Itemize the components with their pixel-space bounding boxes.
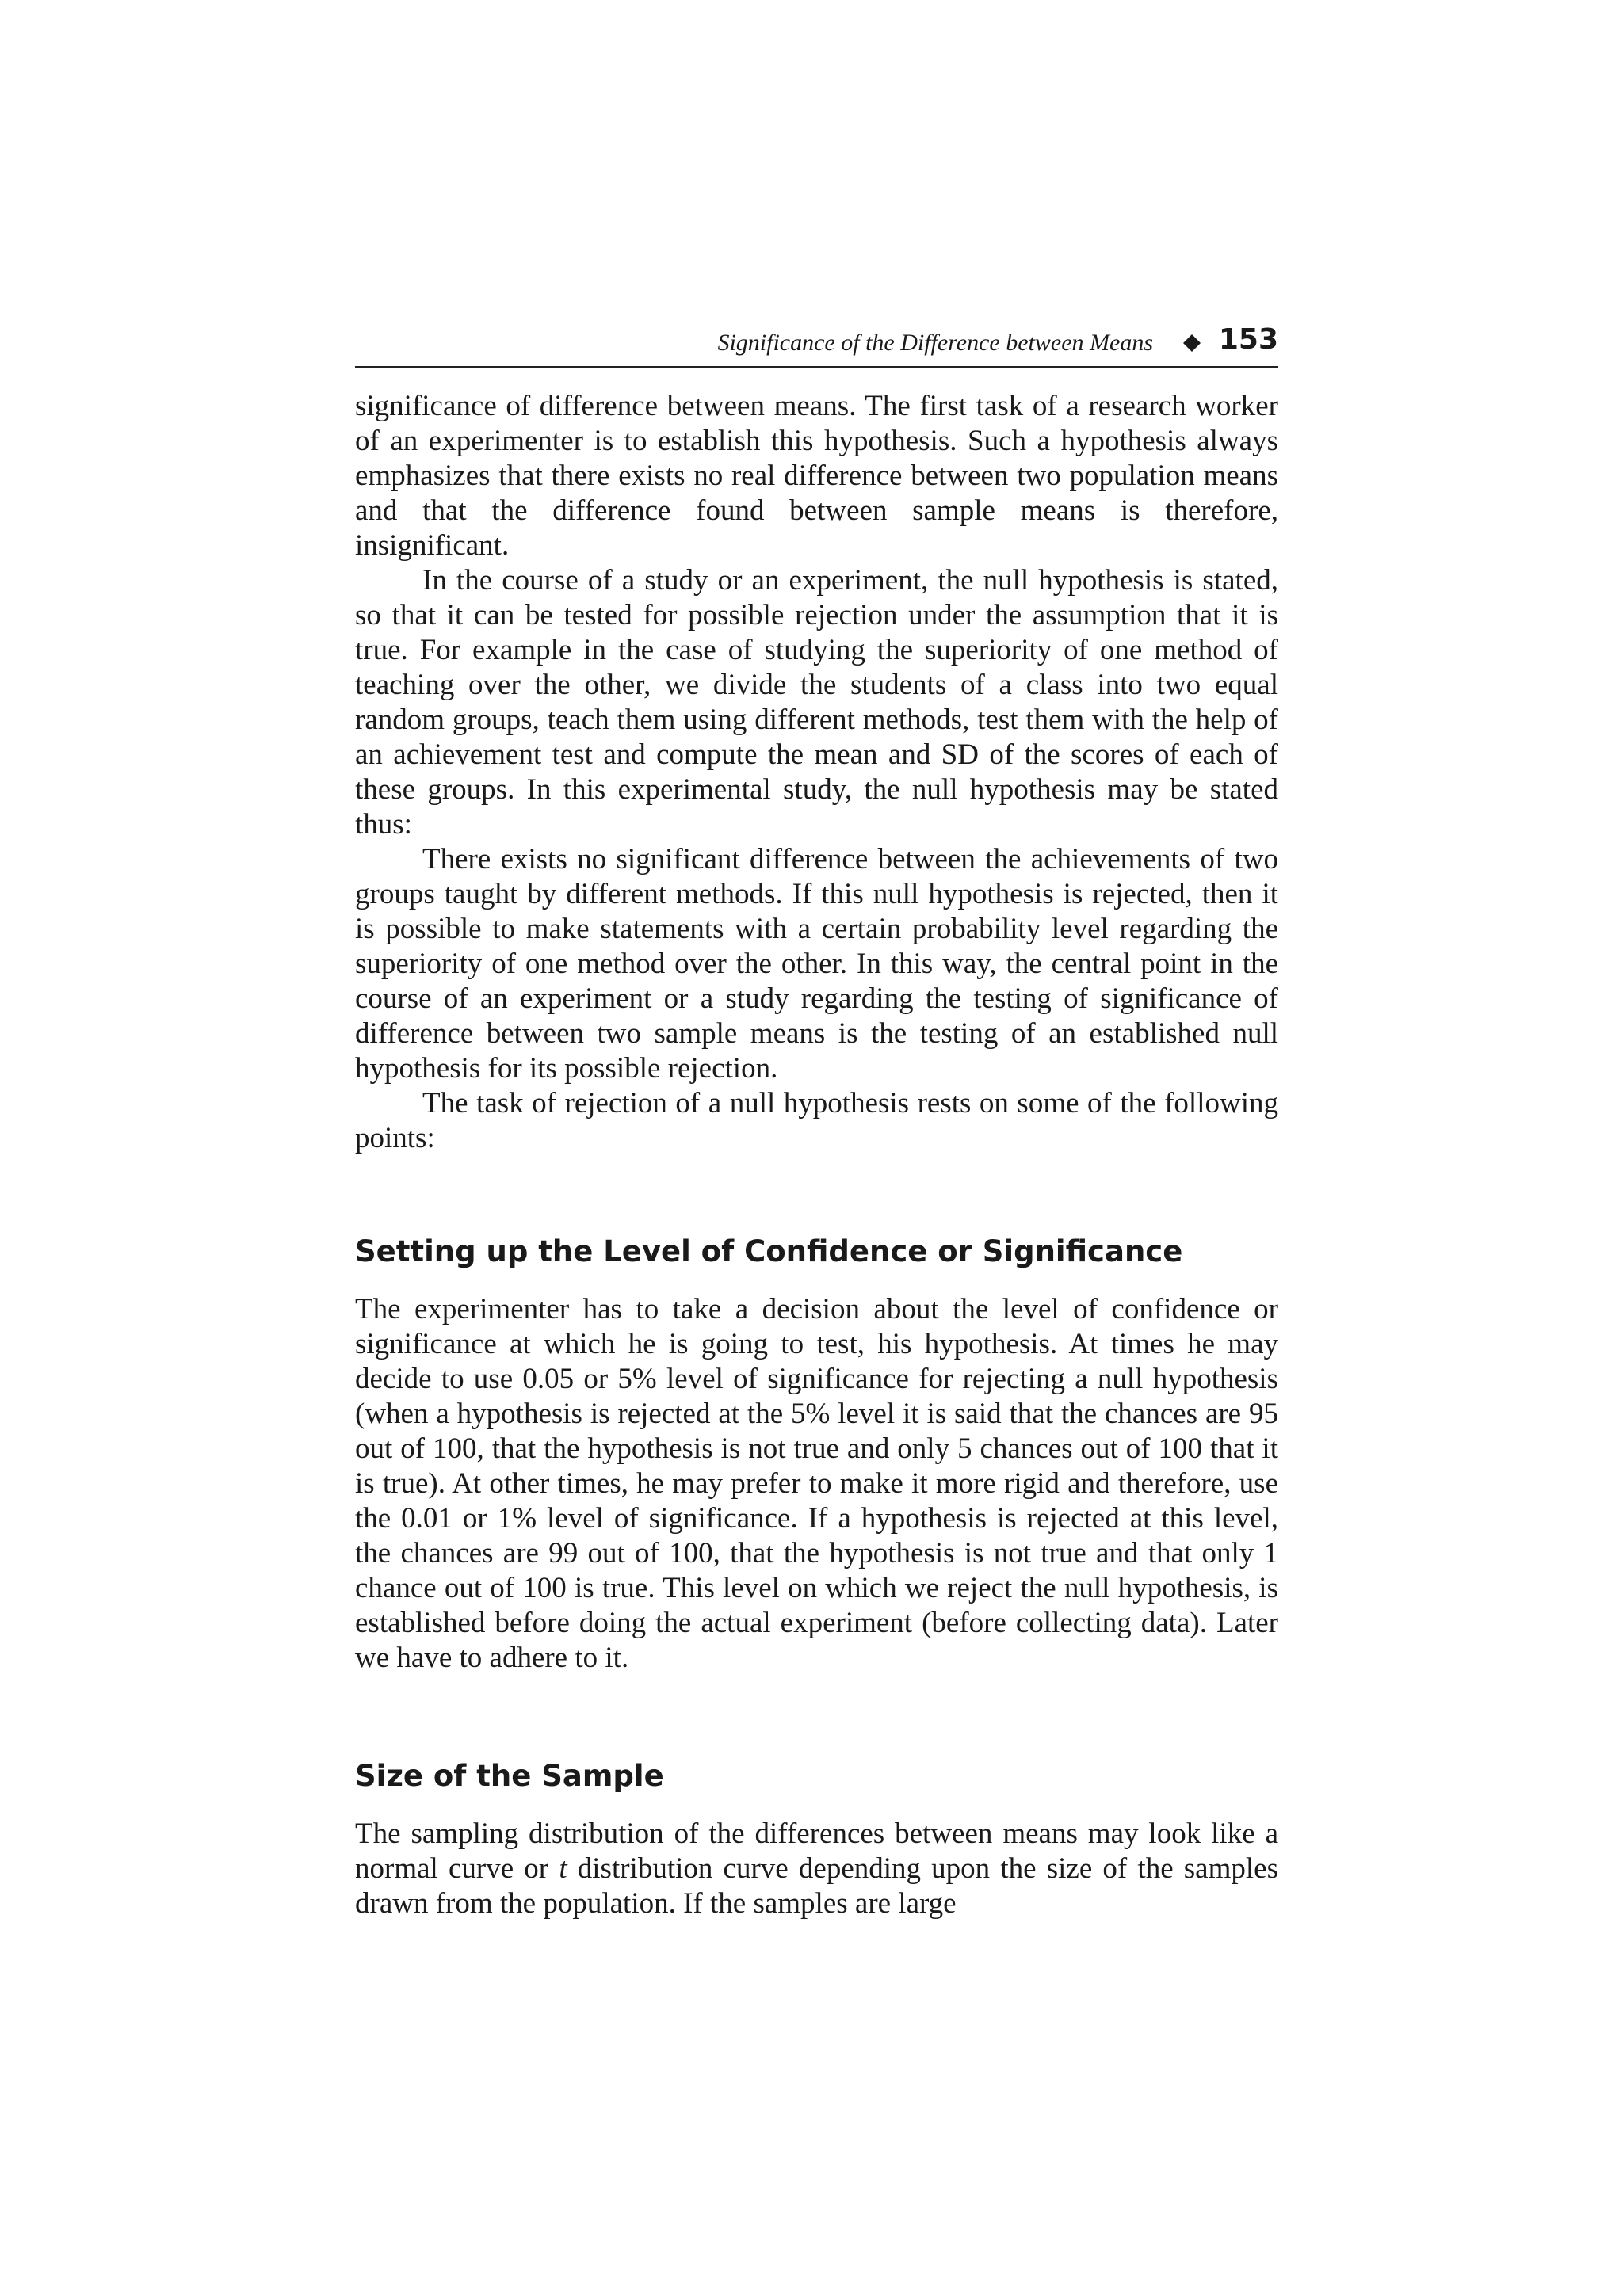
section-intro xyxy=(355,389,1278,1156)
paragraph-text: distribution curve depending upon the size of the samples drawn from the population. If the samples are large xyxy=(355,1852,1278,1920)
running-head xyxy=(355,323,1278,368)
section-heading: Size of the Sample xyxy=(355,1759,664,1793)
paragraph: The experimenter has to take a decision about the level of confidence or significance at which he is going to test, his hypothesis. At times he may decide to use 0.05 or 5% level of significance for rejecting a null hypothesis (when a hypothesis is rejected at the 5% level it is said that the chances are 95 out of 100, that the hypothesis is not true and only 5 chances out of 100 that it is true). At other times, he may prefer to make it more rigid and therefore, use the 0.01 or 1% level of significance. If a hypothesis is rejected at this level, the chances are 99 out of 100, that the hypothesis is not true and that only 1 chance out of 100 is true. This level on which we reject the null hypothesis, is established before doing the actual experiment (before collecting data). Later we have to adhere to it. xyxy=(355,1293,1278,1674)
running-title: Significance of the Difference between Means xyxy=(717,330,1153,356)
diamond-bullet-icon xyxy=(1183,334,1201,352)
section-heading: Setting up the Level of Confidence or Significance xyxy=(355,1234,1183,1268)
t-symbol: t xyxy=(559,1852,567,1885)
paragraph: In the course of a study or an experiment, the null hypothesis is stated, so that it can be tested for possible rejection under the assumption that it is true. For example in the case of studying the superiority of one method of teaching over the other, we divide the students of a class into two equal random groups, teach them using different methods, test them with the help of an achievement test and compute the mean and SD of the scores of each of these groups. In this experimental study, the null hypothesis may be stated thus: xyxy=(355,564,1278,841)
paragraph-text: The sampling distribution of the differences between means may look like a normal curve or xyxy=(355,1817,1278,1885)
page-number: 153 xyxy=(1218,323,1278,356)
paragraph: The task of rejection of a null hypothesis rests on some of the following points: xyxy=(355,1087,1278,1154)
paragraph: significance of difference between means. The first task of a research worker of an experimenter is to establish this hypothesis. Such a hypothesis always emphasizes that there exists no real difference between two population means and that the difference found between sample means is therefore, insignificant. xyxy=(355,390,1278,562)
paragraph xyxy=(355,1817,1278,1921)
section-sample-size xyxy=(355,1817,1278,1921)
section-confidence xyxy=(355,1292,1278,1676)
paragraph: There exists no significant difference between the achievements of two groups taught by different methods. If this null hypothesis is rejected, then it is possible to make statements with a certain probability level regarding the superiority of one method over the other. In this way, the central point in the course of an experiment or a study regarding the testing of significance of difference between two sample means is the testing of an established null hypothesis for its possible rejection. xyxy=(355,843,1278,1085)
